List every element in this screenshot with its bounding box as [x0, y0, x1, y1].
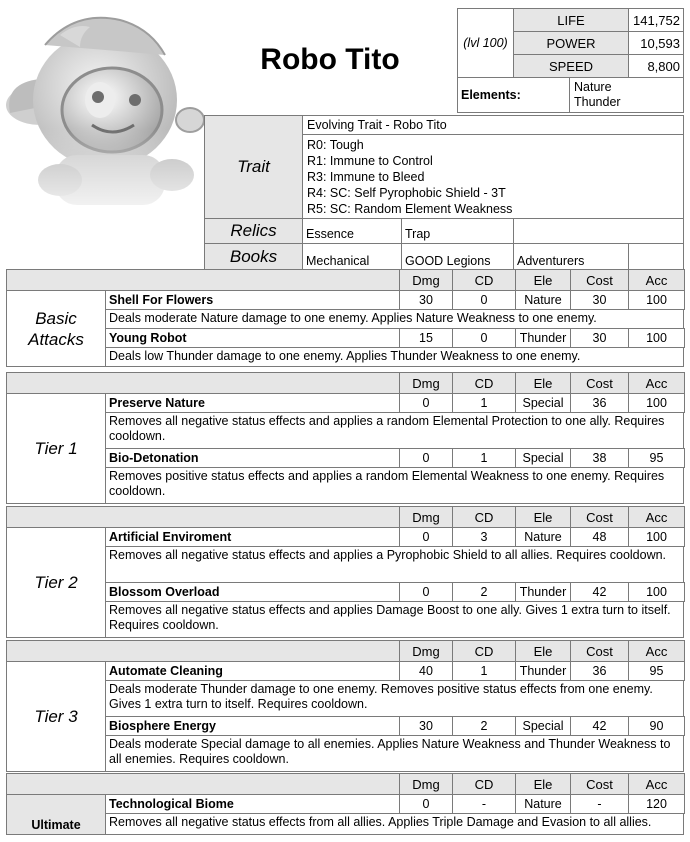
elements-list: [569, 77, 684, 113]
trait-line: R1: Immune to Control: [307, 154, 433, 168]
column-header-ele: Ele: [515, 506, 571, 528]
column-header-cost: Cost: [570, 372, 629, 394]
skill-acc: 100: [628, 527, 685, 547]
book-item: [628, 243, 684, 270]
section-header-spacer: [6, 506, 400, 528]
skill-dmg: 0: [399, 527, 453, 547]
trait-line: R5: SC: Random Element Weakness: [307, 202, 513, 216]
skill-name: Artificial Enviroment: [105, 527, 400, 547]
column-header-ele: Ele: [515, 773, 571, 795]
stat-power-label: POWER: [513, 31, 629, 55]
skill-dmg: 30: [399, 716, 453, 736]
skill-description: Removes positive status effects and applies a random Elemental Weakness to one enemy. Requires cooldown.: [105, 467, 684, 504]
skill-description: Removes all negative status effects and applies Damage Boost to one ally. Gives 1 extra turn to itself. Requires cooldown.: [105, 601, 684, 638]
skill-description: Removes all negative status effects and applies a random Elemental Protection to one ally. Requires cooldown.: [105, 412, 684, 449]
skill-cd: 0: [452, 328, 516, 348]
skill-acc: 100: [628, 582, 685, 602]
column-header-dmg: Dmg: [399, 269, 453, 291]
skill-cost: 30: [570, 290, 629, 310]
stat-power-value: 10,593: [628, 31, 684, 55]
section-label: Tier 3: [6, 661, 106, 772]
skill-cd: 2: [452, 716, 516, 736]
skill-name: Automate Cleaning: [105, 661, 400, 681]
skill-acc: 100: [628, 290, 685, 310]
skill-name: Preserve Nature: [105, 393, 400, 413]
skill-cd: 2: [452, 582, 516, 602]
skill-cd: 1: [452, 393, 516, 413]
skill-name: Blossom Overload: [105, 582, 400, 602]
skill-dmg: 15: [399, 328, 453, 348]
skill-description: Removes all negative status effects and applies a Pyrophobic Shield to all allies. Requires cooldown.: [105, 546, 684, 583]
skill-acc: 100: [628, 393, 685, 413]
column-header-cost: Cost: [570, 506, 629, 528]
section-header-spacer: [6, 269, 400, 291]
hero-name: Robo Tito: [260, 43, 400, 76]
skill-dmg: 40: [399, 661, 453, 681]
column-header-cost: Cost: [570, 773, 629, 795]
section-label: Basic Attacks: [6, 290, 106, 367]
column-header-acc: Acc: [628, 372, 685, 394]
column-header-ele: Ele: [515, 372, 571, 394]
skill-name: Biosphere Energy: [105, 716, 400, 736]
skill-dmg: 30: [399, 290, 453, 310]
section-header-spacer: [6, 773, 400, 795]
skill-ele: Thunder: [515, 582, 571, 602]
skill-ele: Thunder: [515, 328, 571, 348]
book-item: Mechanical: [302, 243, 402, 270]
element-thunder: Thunder: [574, 95, 621, 109]
section-header-spacer: [6, 640, 400, 662]
column-header-cost: Cost: [570, 640, 629, 662]
skill-dmg: 0: [399, 582, 453, 602]
skill-cost: 42: [570, 716, 629, 736]
skill-ele: Thunder: [515, 661, 571, 681]
trait-label: Trait: [204, 115, 303, 219]
section-label: Ultimate: [6, 794, 106, 835]
skill-ele: Nature: [515, 290, 571, 310]
skill-cost: 30: [570, 328, 629, 348]
books-label: Books: [204, 243, 303, 270]
section-header-spacer: [6, 372, 400, 394]
skill-ele: Special: [515, 716, 571, 736]
column-header-cd: CD: [452, 506, 516, 528]
element-nature: Nature: [574, 80, 612, 94]
skill-acc: 100: [628, 328, 685, 348]
column-header-dmg: Dmg: [399, 506, 453, 528]
column-header-cd: CD: [452, 773, 516, 795]
trait-title: Evolving Trait - Robo Tito: [302, 115, 684, 135]
stat-speed-value: 8,800: [628, 54, 684, 78]
skill-cd: 3: [452, 527, 516, 547]
column-header-cd: CD: [452, 640, 516, 662]
skill-description: Removes all negative status effects from all allies. Applies Triple Damage and Evasion to all allies.: [105, 813, 684, 835]
column-header-acc: Acc: [628, 773, 685, 795]
skill-ele: Special: [515, 393, 571, 413]
column-header-acc: Acc: [628, 640, 685, 662]
section-label: Tier 2: [6, 527, 106, 638]
skill-cost: -: [570, 794, 629, 814]
relic-item: Trap: [401, 218, 514, 244]
column-header-cd: CD: [452, 372, 516, 394]
skill-cost: 36: [570, 661, 629, 681]
skill-cd: -: [452, 794, 516, 814]
skill-cost: 38: [570, 448, 629, 468]
column-header-dmg: Dmg: [399, 640, 453, 662]
skill-description: Deals moderate Special damage to all enemies. Applies Nature Weakness and Thunder Weakness to all enemies. Requires cooldown.: [105, 735, 684, 772]
hero-level: (lvl 100): [457, 8, 514, 78]
stat-life-value: 141,752: [628, 8, 684, 32]
skill-cost: 42: [570, 582, 629, 602]
skill-ele: Nature: [515, 794, 571, 814]
skill-ele: Nature: [515, 527, 571, 547]
skill-dmg: 0: [399, 393, 453, 413]
column-header-acc: Acc: [628, 269, 685, 291]
skill-name: Young Robot: [105, 328, 400, 348]
skill-name: Technological Biome: [105, 794, 400, 814]
section-label: Tier 1: [6, 393, 106, 504]
book-item: GOOD Legions: [401, 243, 514, 270]
elements-label: Elements:: [457, 77, 570, 113]
skill-description: Deals moderate Thunder damage to one enemy. Removes positive status effects from one enemy. Gives 1 extra turn to itself. Requires cooldown.: [105, 680, 684, 717]
column-header-cd: CD: [452, 269, 516, 291]
skill-acc: 95: [628, 661, 685, 681]
skill-dmg: 0: [399, 794, 453, 814]
skill-cost: 36: [570, 393, 629, 413]
trait-lines: [302, 134, 684, 219]
book-item: Adventurers: [513, 243, 629, 270]
column-header-acc: Acc: [628, 506, 685, 528]
trait-line: R4: SC: Self Pyrophobic Shield - 3T: [307, 186, 506, 200]
trait-line: R0: Tough: [307, 138, 364, 152]
skill-cd: 1: [452, 661, 516, 681]
skill-cost: 48: [570, 527, 629, 547]
relic-item: [513, 218, 684, 244]
stat-speed-label: SPEED: [513, 54, 629, 78]
trait-line: R3: Immune to Bleed: [307, 170, 425, 184]
column-header-dmg: Dmg: [399, 372, 453, 394]
skill-cd: 0: [452, 290, 516, 310]
skill-dmg: 0: [399, 448, 453, 468]
skill-description: Deals moderate Nature damage to one enemy. Applies Nature Weakness to one enemy.: [105, 309, 684, 329]
relic-item: Essence: [302, 218, 402, 244]
skill-ele: Special: [515, 448, 571, 468]
skill-name: Shell For Flowers: [105, 290, 400, 310]
skill-cd: 1: [452, 448, 516, 468]
skill-acc: 95: [628, 448, 685, 468]
skill-name: Bio-Detonation: [105, 448, 400, 468]
column-header-cost: Cost: [570, 269, 629, 291]
column-header-ele: Ele: [515, 269, 571, 291]
robo-tito-portrait-icon: [0, 5, 215, 230]
column-header-ele: Ele: [515, 640, 571, 662]
column-header-dmg: Dmg: [399, 773, 453, 795]
skill-acc: 120: [628, 794, 685, 814]
relics-label: Relics: [204, 218, 303, 244]
skill-acc: 90: [628, 716, 685, 736]
skill-description: Deals low Thunder damage to one enemy. Applies Thunder Weakness to one enemy.: [105, 347, 684, 367]
stat-life-label: LIFE: [513, 8, 629, 32]
